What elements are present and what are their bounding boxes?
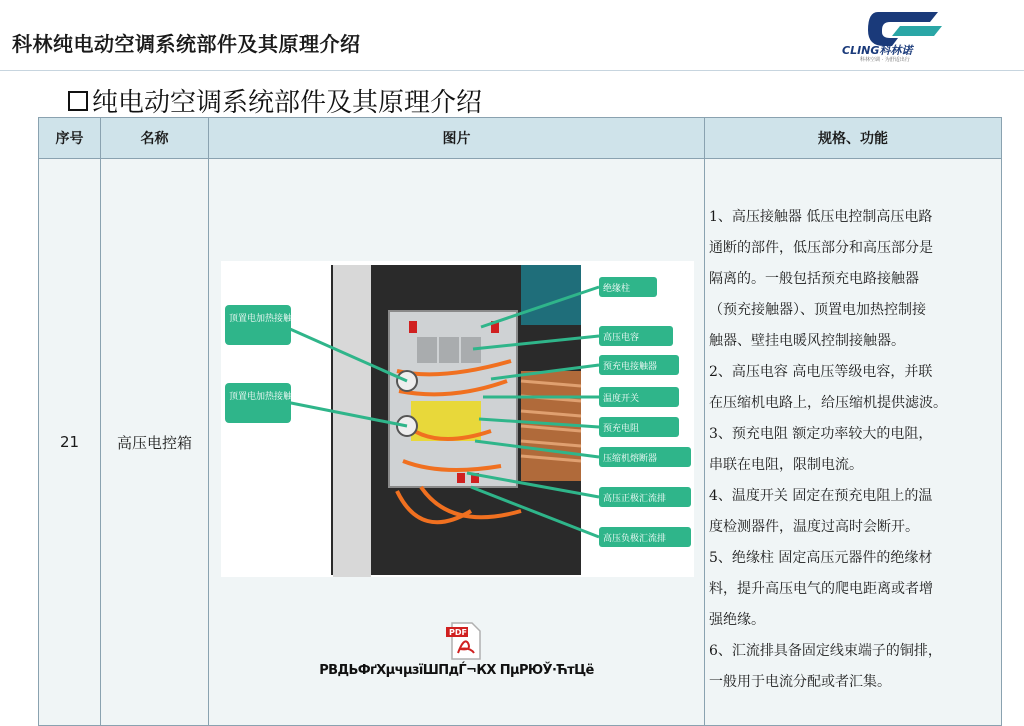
row-number: 21 (39, 159, 101, 726)
callout-right-1: 绝缘柱 (603, 284, 631, 294)
spec-line: 强绝缘。 (709, 612, 765, 628)
spec-line: 5、绝缘柱 固定高压元器件的绝缘材 (709, 550, 933, 566)
spec-line: 4、温度开关 固定在预充电阻上的温 (709, 488, 933, 504)
callout-right-4: 温度开关 (603, 394, 640, 404)
callout-left-2: 顶置电加热接触器 (229, 392, 302, 402)
pdf-file-caption[interactable]: РВДЬФґХµчµзїШПдЃ¬КХ ПµРЮЎ·ЋтЦё (319, 663, 594, 678)
logo-text: CLING科林诺 (842, 44, 913, 57)
logo-subtitle: 科林空调 · 为舒适出行 (860, 57, 910, 63)
spec-line: 串联在电阻，限制电流。 (709, 457, 863, 473)
callout-right-2: 高压电容 (603, 333, 640, 343)
section-title (68, 82, 482, 119)
header-picture: 图片 (209, 118, 705, 159)
spec-description (705, 159, 1002, 726)
header-number: 序号 (39, 118, 101, 159)
spec-line: 6、汇流排具备固定线束端子的铜排， (709, 643, 942, 659)
spec-line: 隔离的。一般包括预充电路接触器 (709, 271, 919, 287)
row-name: 高压电控箱 (101, 159, 209, 726)
checkbox-bullet-icon (68, 91, 88, 111)
callout-right-8: 高压负极汇流排 (603, 534, 667, 544)
header-title: 科林纯电动空调系统部件及其原理介绍 (12, 32, 361, 56)
spec-line: （预充接触器）、顶置电加热控制接 (709, 302, 926, 318)
spec-line: 触器、壁挂电暖风控制接触器。 (709, 333, 905, 349)
spec-line: 度检测器件，温度过高时会断开。 (709, 519, 919, 535)
table-header-row (39, 118, 1002, 159)
spec-line: 3、预充电阻 额定功率较大的电阻， (709, 426, 933, 442)
section-title-text: 纯电动空调系统部件及其原理介绍 (92, 88, 483, 118)
component-table (38, 117, 1002, 726)
svg-text:PDF: PDF (449, 628, 467, 637)
spec-line: 2、高压电容 高电压等级电容，并联 (709, 364, 933, 380)
callout-right-5: 预充电阻 (603, 424, 640, 434)
pdf-file-icon[interactable] (444, 621, 486, 661)
header-divider (0, 70, 1024, 71)
spec-line: 料，提升高压电气的爬电距离或者增 (709, 581, 933, 597)
spec-line: 在压缩机电路上，给压缩机提供滤波。 (709, 395, 947, 411)
picture-cell (209, 159, 705, 726)
callout-right-7: 高压正极汇流排 (603, 494, 667, 504)
control-box-photo (221, 261, 694, 577)
callout-right-6: 压缩机熔断器 (603, 454, 658, 464)
spec-line: 通断的部件，低压部分和高压部分是 (709, 240, 933, 256)
spec-line: 一般用于电流分配或者汇集。 (709, 674, 891, 690)
spec-line: 1、高压接触器 低压电控制高压电路 (709, 209, 933, 225)
header-name: 名称 (101, 118, 209, 159)
callout-left-1: 顶置电加热接触器 (229, 314, 302, 324)
table-row (39, 159, 1002, 726)
callout-right-3: 预充电接触器 (603, 362, 658, 372)
header-spec: 规格、功能 (705, 118, 1002, 159)
